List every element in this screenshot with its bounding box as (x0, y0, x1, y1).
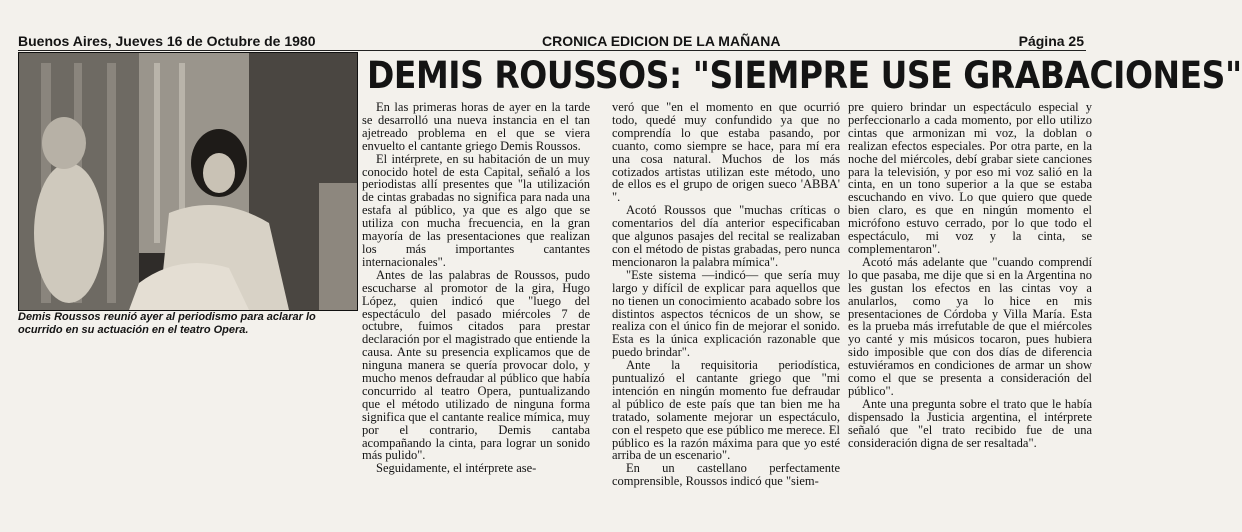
photo-caption: Demis Roussos reunió ayer al periodismo para aclarar lo ocurrido en su actuación en el teatro Opera. (18, 311, 316, 336)
paragraph: "Este sistema —indicó— que sería muy largo y difícil de explicar para aquellos que no tienen un conocimiento acabado sobre los distintos aspectos técnicos de un show, se realiza con el único fin de mejorar el sonido. Esta es la única explicación razonable que puedo brindar". (612, 267, 840, 360)
newspaper-name: CRONICA EDICION DE LA MAÑANA (542, 33, 781, 49)
article-photo (18, 52, 358, 311)
paragraph: Acotó más adelante que "cuando comprendí lo que pasaba, me dije que si en la Argentina no les gustan los efectos en las cintas voy a anularlos, como ya lo hice en mis presentaciones de Córdoba y Villa María. Esta es la prueba más irrefutable de que el miércoles yo canté y mis músicos tocaron, pues hubiera sido imposible que con dos días de diferencia estuviéramos en condiciones de armar un show como el que se presenta a consideración del público". (848, 254, 1092, 398)
page-number: Página 25 (1018, 33, 1084, 49)
paragraph: El intérprete, en su habitación de un muy conocido hotel de esta Capital, señaló a los periodistas allí presentes que "la utilización de cintas grabadas no significa para nada una estafa al público, ya que es algo que se utiliza con mucha frecuencia, en la gran mayoría de las presentaciones que realizan los más importantes cantantes internacionales". (362, 151, 590, 269)
issue-date: Buenos Aires, Jueves 16 de Octubre de 1980 (18, 33, 316, 49)
page-header (18, 33, 1086, 51)
paragraph: En un castellano perfectamente comprensible, Roussos indicó que "siem- (612, 461, 840, 489)
photo-illustration (19, 53, 357, 310)
paragraph: pre quiero brindar un espectáculo especial y perfeccionarlo a cada momento, por ello utilizo cintas que armonizan mi voz, la doblan o realizan efectos especiales. Por otra parte, en la noche del miércoles, debí grabar siete canciones para la televisión, y por eso mi voz salió en la cinta, en un tono superior a la que se estaba escuchando en vivo. Lo que quiero que quede bien claro, es que en ningún momento el micrófono estuvo cerrado, por lo que todo el espectáculo, mi voz y la cinta, se complementaron". (848, 100, 1092, 256)
paragraph: veró que "en el momento en que ocurrió todo, quedé muy confundido ya que no comprendía lo que estaba pasando, por cuanto, como siempre se hace, para mí era una cosa natural. Muchos de los más cotizados artistas utilizan este método, uno de ellos es el grupo de origen sueco 'ABBA' ". (612, 100, 840, 205)
paragraph: Ante una pregunta sobre el trato que le había dispensado la Justicia argentina, el intérprete señaló que "el trato recibido fue de una consideración digna de ser resaltada". (848, 396, 1092, 450)
paragraph: Ante la requisitoria periodística, puntualizó el cantante griego que "mi intención en ningún momento fue defraudar al público de este país que tan bien me ha tratado, solamente mejorar un espectáculo, con el respeto que ese público me merece. El público es la razón máxima para que yo esté arriba de un escenario". (612, 358, 840, 463)
paragraph: Acotó Roussos que "muchas críticas o comentarios del día anterior especificaban que algunos pasajes del recital se realizaban con el método de pistas grabadas, pero nunca mencionaron la palabra mímica". (612, 203, 840, 269)
paragraph: Antes de las palabras de Roussos, pudo escucharse al promotor de la gira, Hugo López, quien indicó que "luego del espectáculo del pasado miércoles 7 de octubre, fuimos citados para prestar declaración por el magistrado que entiende la causa. Ante su presencia explicamos que de ninguna manera se quería provocar dolo, y mucho menos defraudar al público que había concurrido al teatro Opera, puntualizando que el método utilizado de ninguna forma significa que el cantante realice mímica, muy por el contrario, Demis cantaba acompañando la cinta, para lograr un sonido más pulido". (362, 267, 590, 463)
article-headline: DEMIS ROUSSOS: "SIEMPRE USE GRABACIONES" (367, 54, 1242, 97)
article-column-3 (848, 101, 1092, 529)
article-column-2 (612, 101, 840, 529)
article-column-1 (362, 101, 590, 529)
paragraph: En las primeras horas de ayer en la tarde se desarrolló una nueva instancia en el tan ajetreado problema en el que se viera envuelto el cantante griego Demis Roussos. (362, 100, 590, 153)
paragraph: Seguidamente, el intérprete ase- (376, 461, 537, 476)
